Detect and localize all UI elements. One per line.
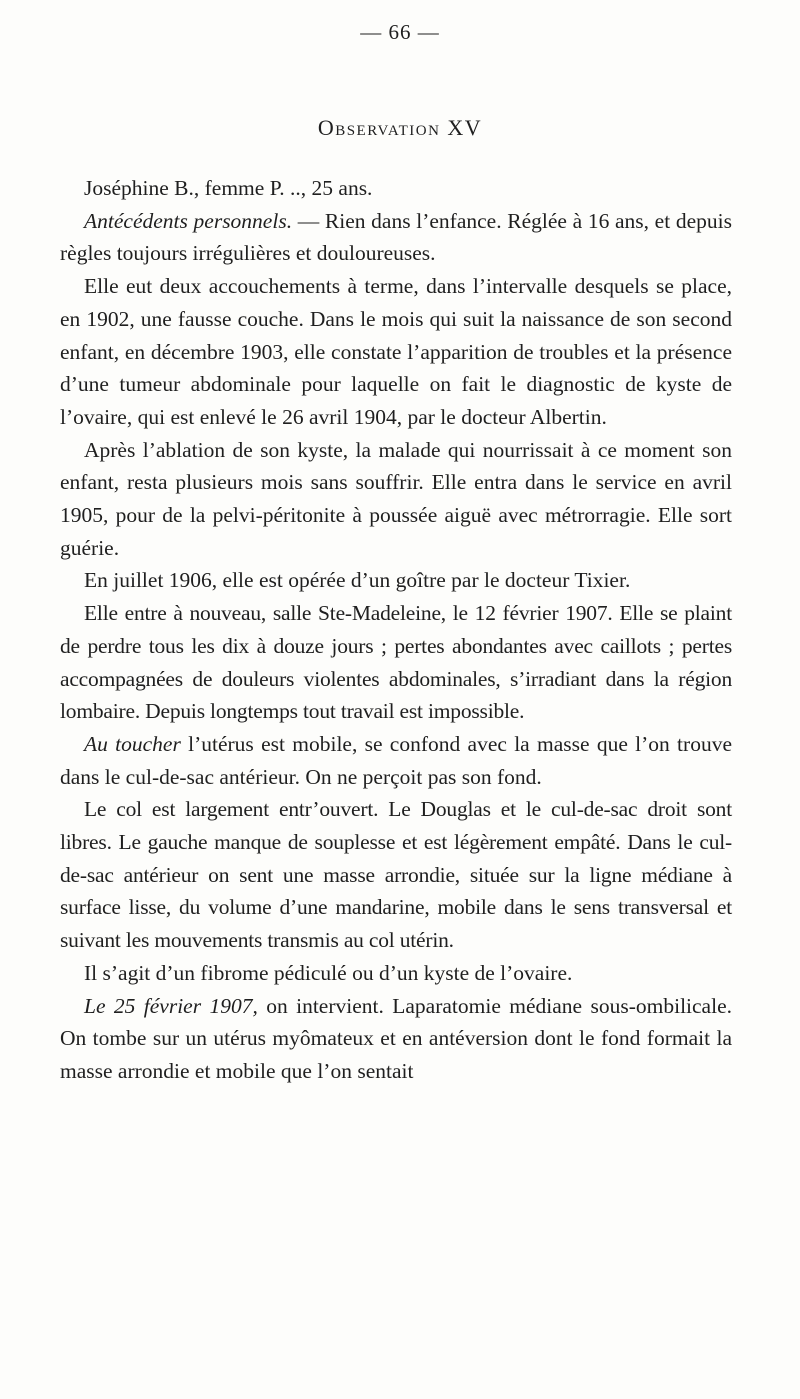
body-text [60,172,732,1088]
paragraph-ablation [60,434,732,565]
paragraph-text: on intervient. Laparatomie médiane sous-ombilicale. On tombe sur un utérus myômateux et en antéversion dont le fond formait la masse arrondie et mobile que l’on sentait [60,993,732,1083]
paragraph-lead: Le 25 février 1907, [84,993,258,1018]
paragraph-col [60,793,732,957]
paragraph-lead: Antécédents personnels. [84,208,293,233]
paragraph-accouchements [60,270,732,434]
paragraph-diagnostic [60,957,732,990]
paragraph-text: Le col est largement entr’ouvert. Le Douglas et le cul-de-sac droit sont libres. Le gauche manque de souplesse et est légèrement empâté. Dans le cul-de-sac antérieur on sent une masse arrondie, située sur la ligne médiane à surface lisse, du volume d’une mandarine, mobile dans le sens transversal et suivant les mouvements transmis au col utérin. [60,797,732,953]
paragraph-text: Après l’ablation de son kyste, la malade qui nourrissait à ce moment son enfant, resta plusieurs mois sans souffrir. Elle entra dans le service en avril 1905, pour de la pelvi-péritonite à poussée aiguë avec métrorragie. Elle sort guérie. [60,437,732,560]
paragraph-text: Il s’agit d’un fibrome pédiculé ou d’un kyste de l’ovaire. [84,960,573,985]
paragraph-toucher [60,728,732,793]
paragraph-text: l’utérus est mobile, se confond avec la masse que l’on trouve dans le cul-de-sac antérieur. On ne perçoit pas son fond. [60,731,732,789]
paragraph-intervention [60,990,732,1088]
paragraph-antecedents [60,205,732,270]
section-heading: Observation XV [317,115,483,140]
paragraph-lead: Au toucher [84,731,181,756]
page-number: — 66 — [360,20,440,44]
paragraph-text: En juillet 1906, elle est opérée d’un goître par le docteur Tixier. [84,568,631,593]
paragraph-text: Elle entre à nouveau, salle Ste-Madeleine, le 12 février 1907. Elle se plaint de perdre tous les dix à douze jours ; pertes abondantes avec caillots ; pertes accompagnées de douleurs violentes abdominales, s’irradiant dans la région lombaire. Depuis longtemps tout travail est impossible. [60,601,732,724]
paragraph-text: Joséphine B., femme P. .., 25 ans. [84,176,373,200]
paragraph-goitre [60,564,732,597]
paragraph-admission [60,597,732,728]
paragraph-patient [60,172,732,205]
paragraph-text: — Rien dans l’enfance. Réglée à 16 ans, et depuis règles toujours irrégulières et douloureuses. [60,208,732,266]
paragraph-text: Elle eut deux accouchements à terme, dans l’intervalle desquels se place, en 1902, une fausse couche. Dans le mois qui suit la naissance de son second enfant, en décembre 1903, elle constate l’apparition de troubles et la présence d’une tumeur abdominale pour laquelle on fait le diagnostic de kyste de l’ovaire, qui est enlevé le 26 avril 1904, par le docteur Albertin. [60,274,732,429]
